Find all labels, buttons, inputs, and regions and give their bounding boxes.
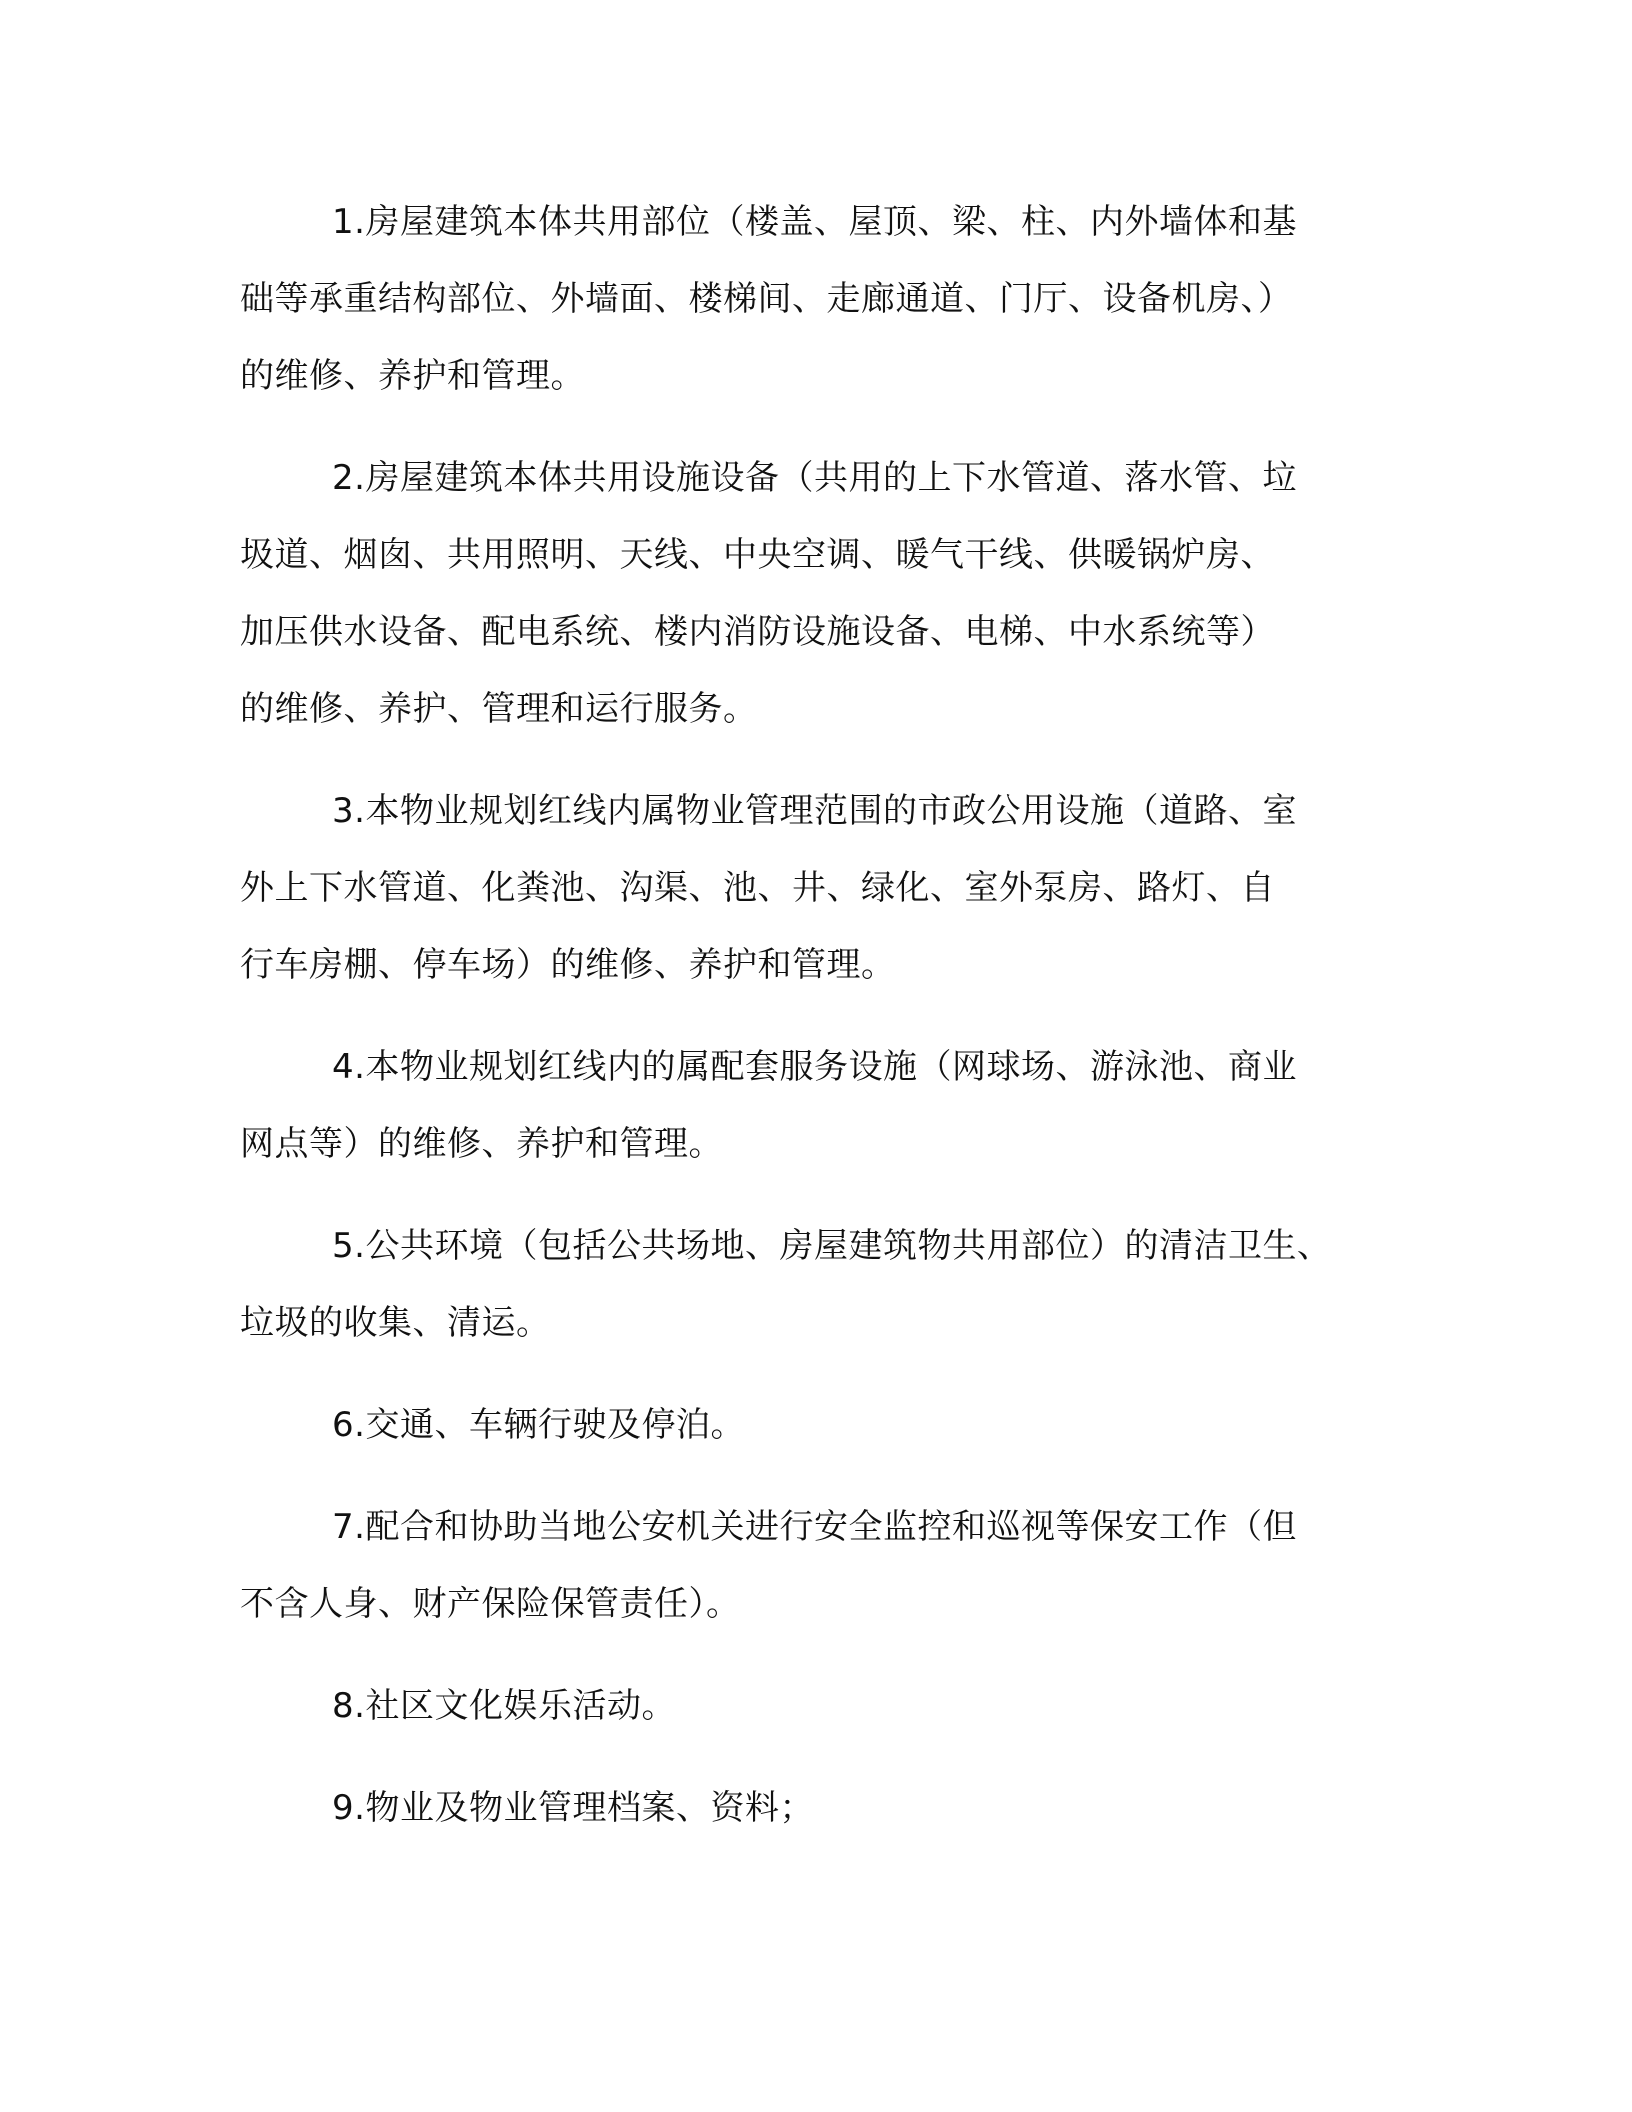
- paragraph-9: [240, 1770, 1390, 1847]
- paragraph-2: [240, 440, 1390, 748]
- paragraph-gap: [240, 1004, 1390, 1029]
- paragraph-line: 8.社区文化娱乐活动。: [332, 1686, 676, 1726]
- paragraph-line: 圾道、烟囱、共用照明、天线、中央空调、暖气干线、供暖锅炉房、: [240, 535, 1275, 575]
- paragraph-line: 5.公共环境（包括公共场地、房屋建筑物共用部位）的清洁卫生、: [332, 1226, 1332, 1266]
- paragraph-line: 外上下水管道、化粪池、沟渠、池、井、绿化、室外泵房、路灯、自: [240, 868, 1275, 908]
- paragraph-6: [240, 1387, 1390, 1464]
- paragraph-1: [240, 184, 1390, 415]
- paragraph-line: 加压供水设备、配电系统、楼内消防设施设备、电梯、中水系统等）: [240, 612, 1275, 652]
- paragraph-line: 3.本物业规划红线内属物业管理范围的市政公用设施（道路、室: [332, 791, 1297, 831]
- paragraph-line: 网点等）的维修、养护和管理。: [240, 1124, 723, 1164]
- paragraph-line: 6.交通、车辆行驶及停泊。: [332, 1405, 745, 1445]
- paragraph-gap: [240, 1745, 1390, 1770]
- paragraph-gap: [240, 1643, 1390, 1668]
- paragraph-line: 不含人身、财产保险保管责任）。: [240, 1584, 741, 1624]
- paragraph-line: 行车房棚、停车场）的维修、养护和管理。: [240, 945, 896, 985]
- paragraph-7: [240, 1489, 1390, 1643]
- paragraph-line: 的维修、养护和管理。: [240, 356, 585, 396]
- paragraph-line: 4.本物业规划红线内的属配套服务设施（网球场、游泳池、商业: [332, 1047, 1297, 1087]
- paragraph-line: 垃圾的收集、清运。: [240, 1303, 551, 1343]
- paragraph-gap: [240, 415, 1390, 440]
- paragraph-gap: [240, 1183, 1390, 1208]
- paragraph-gap: [240, 748, 1390, 773]
- paragraph-8: [240, 1668, 1390, 1745]
- paragraph-line: 的维修、养护、管理和运行服务。: [240, 689, 758, 729]
- paragraph-line: 2.房屋建筑本体共用设施设备（共用的上下水管道、落水管、垃: [332, 458, 1297, 498]
- paragraph-5: [240, 1208, 1390, 1362]
- paragraph-line: 1.房屋建筑本体共用部位（楼盖、屋顶、梁、柱、内外墙体和基: [332, 202, 1297, 242]
- document-body: [240, 184, 1390, 1847]
- paragraph-3: [240, 773, 1390, 1004]
- paragraph-gap: [240, 1362, 1390, 1387]
- paragraph-line: 7.配合和协助当地公安机关进行安全监控和巡视等保安工作（但: [332, 1507, 1297, 1547]
- paragraph-gap: [240, 1464, 1390, 1489]
- paragraph-line: 础等承重结构部位、外墙面、楼梯间、走廊通道、门厅、设备机房、）: [240, 279, 1293, 319]
- paragraph-4: [240, 1029, 1390, 1183]
- paragraph-line: 9.物业及物业管理档案、资料；: [332, 1788, 814, 1828]
